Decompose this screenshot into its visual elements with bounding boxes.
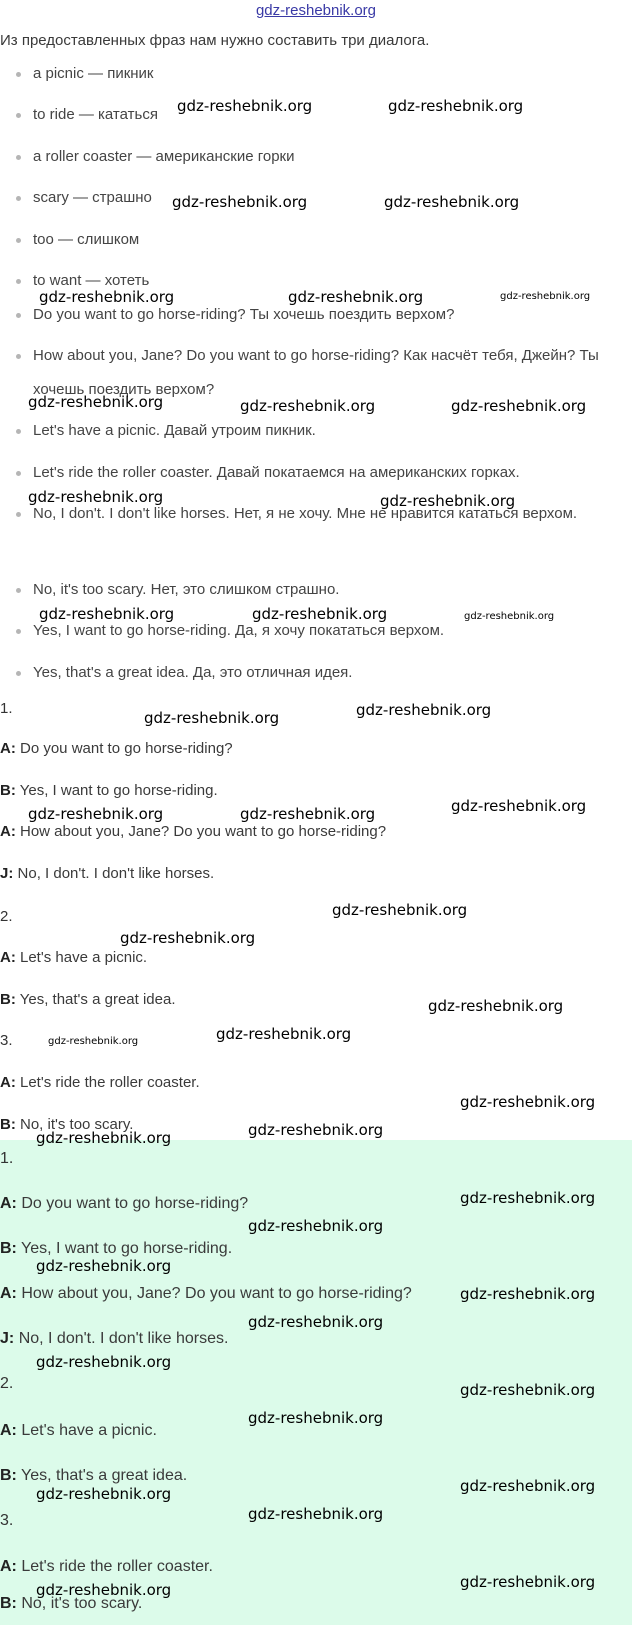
watermark: gdz-reshebnik.org [144, 709, 280, 727]
watermark: gdz-reshebnik.org [36, 1581, 172, 1599]
watermark: gdz-reshebnik.org [388, 97, 524, 115]
watermark: gdz-reshebnik.org [384, 193, 520, 211]
watermark: gdz-reshebnik.org [36, 1257, 172, 1275]
dialogue-number: 2. [0, 1375, 14, 1392]
list-item: a picnic — пикник [18, 57, 622, 91]
watermark: gdz-reshebnik.org [28, 488, 164, 506]
list-item: too — слишком [18, 223, 622, 257]
watermark: gdz-reshebnik.org [172, 193, 308, 211]
dialogue-line: A: Do you want to go horse-riding? [0, 1195, 249, 1212]
watermark: gdz-reshebnik.org [500, 291, 591, 302]
watermark: gdz-reshebnik.org [240, 397, 376, 415]
site-link[interactable]: gdz-reshebnik.org [255, 2, 377, 19]
dialogue-line: J: No, I don't. I don't like horses. [0, 1330, 229, 1347]
watermark: gdz-reshebnik.org [460, 1285, 596, 1303]
watermark: gdz-reshebnik.org [48, 1036, 139, 1047]
list-item: Yes, I want to go horse-riding. Да, я хочу покататься верхом. [18, 614, 622, 648]
dialogue-number: 3. [0, 1032, 13, 1049]
watermark: gdz-reshebnik.org [240, 805, 376, 823]
watermark: gdz-reshebnik.org [460, 1093, 596, 1111]
watermark: gdz-reshebnik.org [36, 1129, 172, 1147]
dialogue-line: A: Let's ride the roller coaster. [0, 1558, 213, 1575]
watermark: gdz-reshebnik.org [28, 805, 164, 823]
list-item: Yes, that's a great idea. Да, это отличная идея. [18, 656, 622, 690]
watermark: gdz-reshebnik.org [428, 997, 564, 1015]
dialogue-line: B: Yes, that's a great idea. [0, 1467, 188, 1484]
list-item: to ride — кататься [18, 98, 622, 132]
list-item: to want — хотеть [18, 264, 622, 298]
list-item: Do you want to go horse-riding? Ты хочешь поездить верхом? [18, 298, 622, 332]
list-item: a roller coaster — американские горки [18, 140, 622, 174]
list-item: Let's ride the roller coaster. Давай покатаемся на американских горках. [18, 456, 622, 490]
watermark: gdz-reshebnik.org [248, 1217, 384, 1235]
list-item: No, I don't. I don't like horses. Нет, я не хочу. Мне не нравится кататься верхом. [18, 497, 622, 531]
watermark: gdz-reshebnik.org [248, 1505, 384, 1523]
dialogue-line: A: Do you want to go horse-riding? [0, 740, 233, 757]
watermark: gdz-reshebnik.org [252, 605, 388, 623]
dialogue-number: 1. [0, 1150, 14, 1167]
dialogue-line: B: No, it's too scary. [0, 1116, 134, 1133]
dialogue-line: J: No, I don't. I don't like horses. [0, 865, 215, 882]
watermark: gdz-reshebnik.org [460, 1189, 596, 1207]
watermark: gdz-reshebnik.org [248, 1409, 384, 1427]
dialogue-line: A: Let's have a picnic. [0, 1422, 157, 1439]
intro-text: Из предоставленных фраз нам нужно составить три диалога. [0, 32, 430, 49]
dialogue-number: 2. [0, 908, 13, 925]
watermark: gdz-reshebnik.org [36, 1485, 172, 1503]
dialogue-line: B: No, it's too scary. [0, 1595, 143, 1612]
dialogue-line: A: Let's ride the roller coaster. [0, 1074, 200, 1091]
watermark: gdz-reshebnik.org [464, 611, 555, 622]
dialogue-number: 3. [0, 1512, 14, 1529]
watermark: gdz-reshebnik.org [39, 288, 175, 306]
dialogue-line: B: Yes, that's a great idea. [0, 991, 176, 1008]
watermark: gdz-reshebnik.org [460, 1573, 596, 1591]
watermark: gdz-reshebnik.org [28, 393, 164, 411]
watermark: gdz-reshebnik.org [36, 1353, 172, 1371]
watermark: gdz-reshebnik.org [39, 605, 175, 623]
watermark: gdz-reshebnik.org [216, 1025, 352, 1043]
list-item: No, it's too scary. Нет, это слишком страшно. [18, 573, 622, 607]
list-item: Let's have a picnic. Давай утроим пикник. [18, 414, 622, 448]
watermark: gdz-reshebnik.org [356, 701, 492, 719]
watermark: gdz-reshebnik.org [177, 97, 313, 115]
watermark: gdz-reshebnik.org [288, 288, 424, 306]
watermark: gdz-reshebnik.org [380, 492, 516, 510]
watermark: gdz-reshebnik.org [120, 929, 256, 947]
dialogue-number: 1. [0, 700, 13, 717]
watermark: gdz-reshebnik.org [248, 1313, 384, 1331]
watermark: gdz-reshebnik.org [451, 397, 587, 415]
dialogue-line: A: Let's have a picnic. [0, 949, 148, 966]
dialogue-line: B: Yes, I want to go horse-riding. [0, 782, 218, 799]
dialogue-line: A: How about you, Jane? Do you want to go horse-riding? [0, 823, 387, 840]
list-item: scary — страшно [18, 181, 622, 215]
watermark: gdz-reshebnik.org [460, 1381, 596, 1399]
watermark: gdz-reshebnik.org [332, 901, 468, 919]
watermark: gdz-reshebnik.org [248, 1121, 384, 1139]
dialogue-line: A: How about you, Jane? Do you want to go horse-riding? [0, 1285, 412, 1302]
dialogue-line: B: Yes, I want to go horse-riding. [0, 1240, 233, 1257]
watermark: gdz-reshebnik.org [451, 797, 587, 815]
watermark: gdz-reshebnik.org [460, 1477, 596, 1495]
list-item: How about you, Jane? Do you want to go horse-riding? Как насчёт тебя, Джейн? Ты хочешь поездить верхом? [18, 339, 622, 407]
